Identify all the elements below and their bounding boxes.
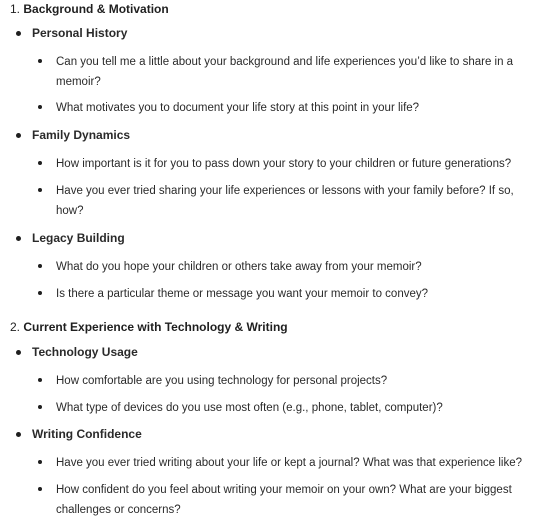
bullet-icon — [16, 236, 21, 241]
list-item — [38, 371, 528, 391]
list-item — [38, 257, 528, 277]
bullet-icon — [38, 378, 42, 382]
bullet-icon — [38, 188, 42, 192]
bullet-icon — [38, 161, 42, 165]
group-title: Legacy Building — [32, 231, 125, 245]
group-title: Writing Confidence — [32, 427, 142, 441]
question-text: What motivates you to document your life story at this point in your life? — [56, 102, 420, 114]
bullet-icon — [38, 487, 42, 491]
question-text: Have you ever tried writing about your life or kept a journal? What was that experience like? — [56, 457, 522, 469]
bullet-icon — [38, 405, 42, 409]
list-item — [38, 181, 528, 221]
bullet-icon — [16, 31, 21, 36]
group-title: Family Dynamics — [32, 128, 131, 142]
bullet-icon — [16, 350, 21, 355]
question-text: How confident do you feel about writing your memoir on your own? What are your biggest challenges or concerns? — [56, 484, 512, 516]
group-title: Personal History — [32, 26, 128, 40]
list-item — [38, 398, 528, 418]
question-text: Have you ever tried sharing your life experiences or lessons with your family before? If so, how? — [56, 185, 514, 217]
list-item — [38, 453, 528, 473]
section-heading-2 — [10, 319, 288, 335]
list-item — [38, 52, 528, 92]
section-number: 2. — [10, 320, 21, 334]
bullet-icon — [16, 432, 21, 437]
question-text: Is there a particular theme or message you want your memoir to convey? — [56, 288, 429, 300]
list-item — [38, 154, 528, 174]
question-text: Can you tell me a little about your background and life experiences you’d like to share in a memoir? — [56, 56, 514, 88]
question-text: What do you hope your children or others take away from your memoir? — [56, 261, 422, 273]
section-title: Current Experience with Technology & Writing — [23, 320, 288, 334]
question-text: How important is it for you to pass down your story to your children or future generations? — [56, 158, 512, 170]
list-item — [38, 284, 528, 304]
list-item — [38, 98, 528, 118]
bullet-icon — [38, 264, 42, 268]
bullet-icon — [38, 105, 42, 109]
bullet-icon — [38, 59, 42, 63]
question-text: How comfortable are you using technology for personal projects? — [56, 375, 388, 387]
section-number: 1. — [10, 2, 21, 16]
list-item — [38, 480, 528, 520]
section-heading-1 — [10, 1, 169, 17]
group-title: Technology Usage — [32, 345, 138, 359]
section-title: Background & Motivation — [23, 2, 169, 16]
bullet-icon — [38, 460, 42, 464]
question-text: What type of devices do you use most often (e.g., phone, tablet, computer)? — [56, 402, 443, 414]
bullet-icon — [38, 291, 42, 295]
bullet-icon — [16, 133, 21, 138]
